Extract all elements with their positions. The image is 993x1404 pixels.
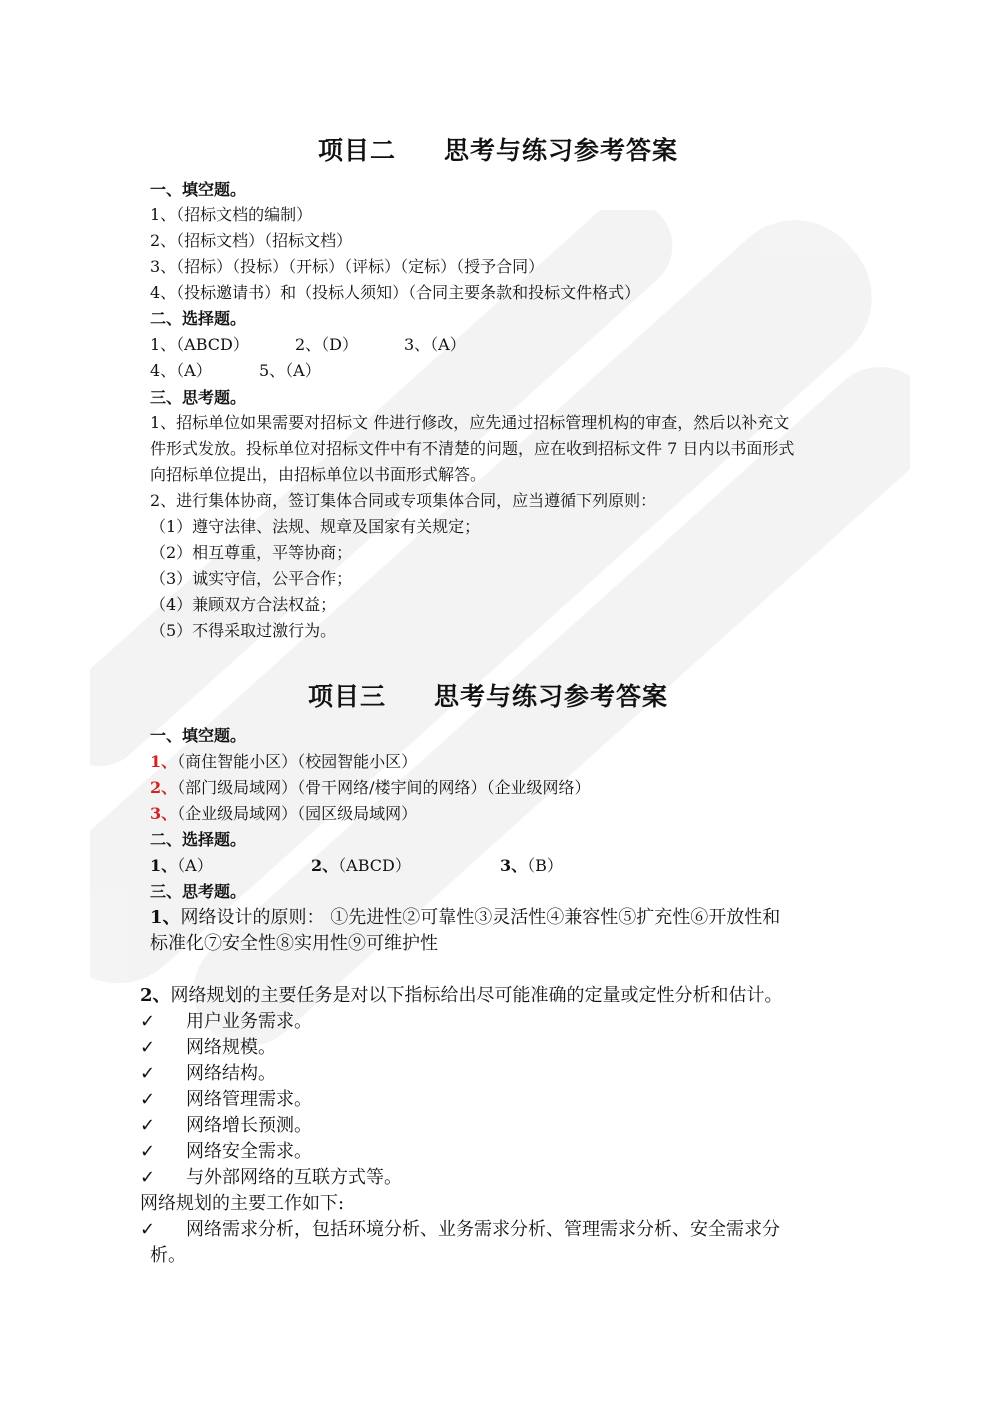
p2-choice-2: 2、（D） [295,335,359,354]
task-item: ✓ 网络结构。 [140,1063,276,1084]
p3-choice-2: 2、（ABCD） [311,856,411,875]
p3-fill-heading: 一、填空题。 [150,726,247,745]
p2-fill-1: 1、（招标文档的编制） [150,205,313,224]
p2-choice-4: 4、（A） [150,361,212,380]
p2-principle-1: （1）遵守法律、法规、规章及国家有关规定； [150,517,481,536]
work-item: ✓ 网络需求分析，包括环境分析、业务需求分析、管理需求分析、安全需求分 [140,1219,780,1240]
p2-choice-3: 3、（A） [404,335,466,354]
p2-q2-line: 2、进行集体协商，签订集体合同或专项集体合同，应当遵循下列原则： [150,491,657,510]
p3-choice-heading: 二、选择题。 [150,830,247,849]
p3-fill-3: 3、（企业级局域网）（园区级局域网） [150,804,418,823]
task-item: ✓ 与外部网络的互联方式等。 [140,1167,402,1188]
task-item: ✓ 网络规模。 [140,1037,276,1058]
p3-q1-line-1: 1、网络设计的原则： ①先进性②可靠性③灵活性④兼容性⑤扩充性⑥开放性和 [150,907,781,928]
check-icon: ✓ [140,1219,156,1240]
p3-q2-line: 2、网络规划的主要任务是对以下指标给出尽可能准确的定量或定性分析和估计。 [140,985,783,1006]
work-item-continuation: 析。 [150,1245,186,1266]
task-item: ✓ 用户业务需求。 [140,1011,312,1032]
task-item: ✓ 网络管理需求。 [140,1089,312,1110]
project2-title: 项目二 思考与练习参考答案 [318,136,679,165]
check-icon: ✓ [140,1141,156,1162]
p2-fill-heading: 一、填空题。 [150,180,247,199]
p2-q1-line-1: 1、招标单位如果需要对招标文 件进行修改，应先通过招标管理机构的审查，然后以补充文 [150,413,790,432]
p3-fill-2: 2、（部门级局域网）（骨干网络/楼宇间的网络）（企业级网络） [150,778,591,797]
task-item: ✓ 网络增长预测。 [140,1115,312,1136]
p3-choice-3: 3、（B） [500,856,563,875]
p2-q1-line-3: 向招标单位提出，由招标单位以书面形式解答。 [150,465,487,484]
check-icon: ✓ [140,1037,156,1058]
p2-principle-5: （5）不得采取过激行为。 [150,621,337,640]
check-icon: ✓ [140,1167,156,1188]
check-icon: ✓ [140,1089,156,1110]
p3-fill-1-number: 1、 [150,752,178,771]
p2-fill-4: 4、（投标邀请书）和（投标人须知）（合同主要条款和投标文件格式） [150,283,641,302]
project3-title: 项目三 思考与练习参考答案 [308,682,669,711]
p2-choice-heading: 二、选择题。 [150,309,247,328]
check-icon: ✓ [140,1011,156,1032]
p3-q1-line-2: 标准化⑦安全性⑧实用性⑨可维护性 [150,933,438,954]
p2-fill-2: 2、（招标文档）（招标文档） [150,231,353,250]
p3-fill-1: 1、（商住智能小区）（校园智能小区） [150,752,418,771]
p2-principle-4: （4）兼顾双方合法权益； [150,595,337,614]
p3-fill-3-number: 3、 [150,804,178,823]
check-icon: ✓ [140,1063,156,1084]
work-heading: 网络规划的主要工作如下: [140,1193,345,1214]
check-icon: ✓ [140,1115,156,1136]
p2-think-heading: 三、思考题。 [150,388,247,407]
p2-principle-2: （2）相互尊重，平等协商； [150,543,353,562]
p2-fill-3: 3、（招标）（投标）（开标）（评标）（定标）（授予合同） [150,257,545,276]
p3-choice-1: 1、（A） [150,856,213,875]
p3-fill-2-number: 2、 [150,778,178,797]
p2-choice-5: 5、（A） [259,361,321,380]
p2-principle-3: （3）诚实守信，公平合作； [150,569,353,588]
p2-choice-1: 1、（ABCD） [150,335,249,354]
p3-think-heading: 三、思考题。 [150,882,247,901]
p2-q1-line-2: 件形式发放。投标单位对招标文件中有不清楚的问题，应在收到招标文件 7 日内以书面形式 [150,439,795,458]
task-item: ✓ 网络安全需求。 [140,1141,312,1162]
